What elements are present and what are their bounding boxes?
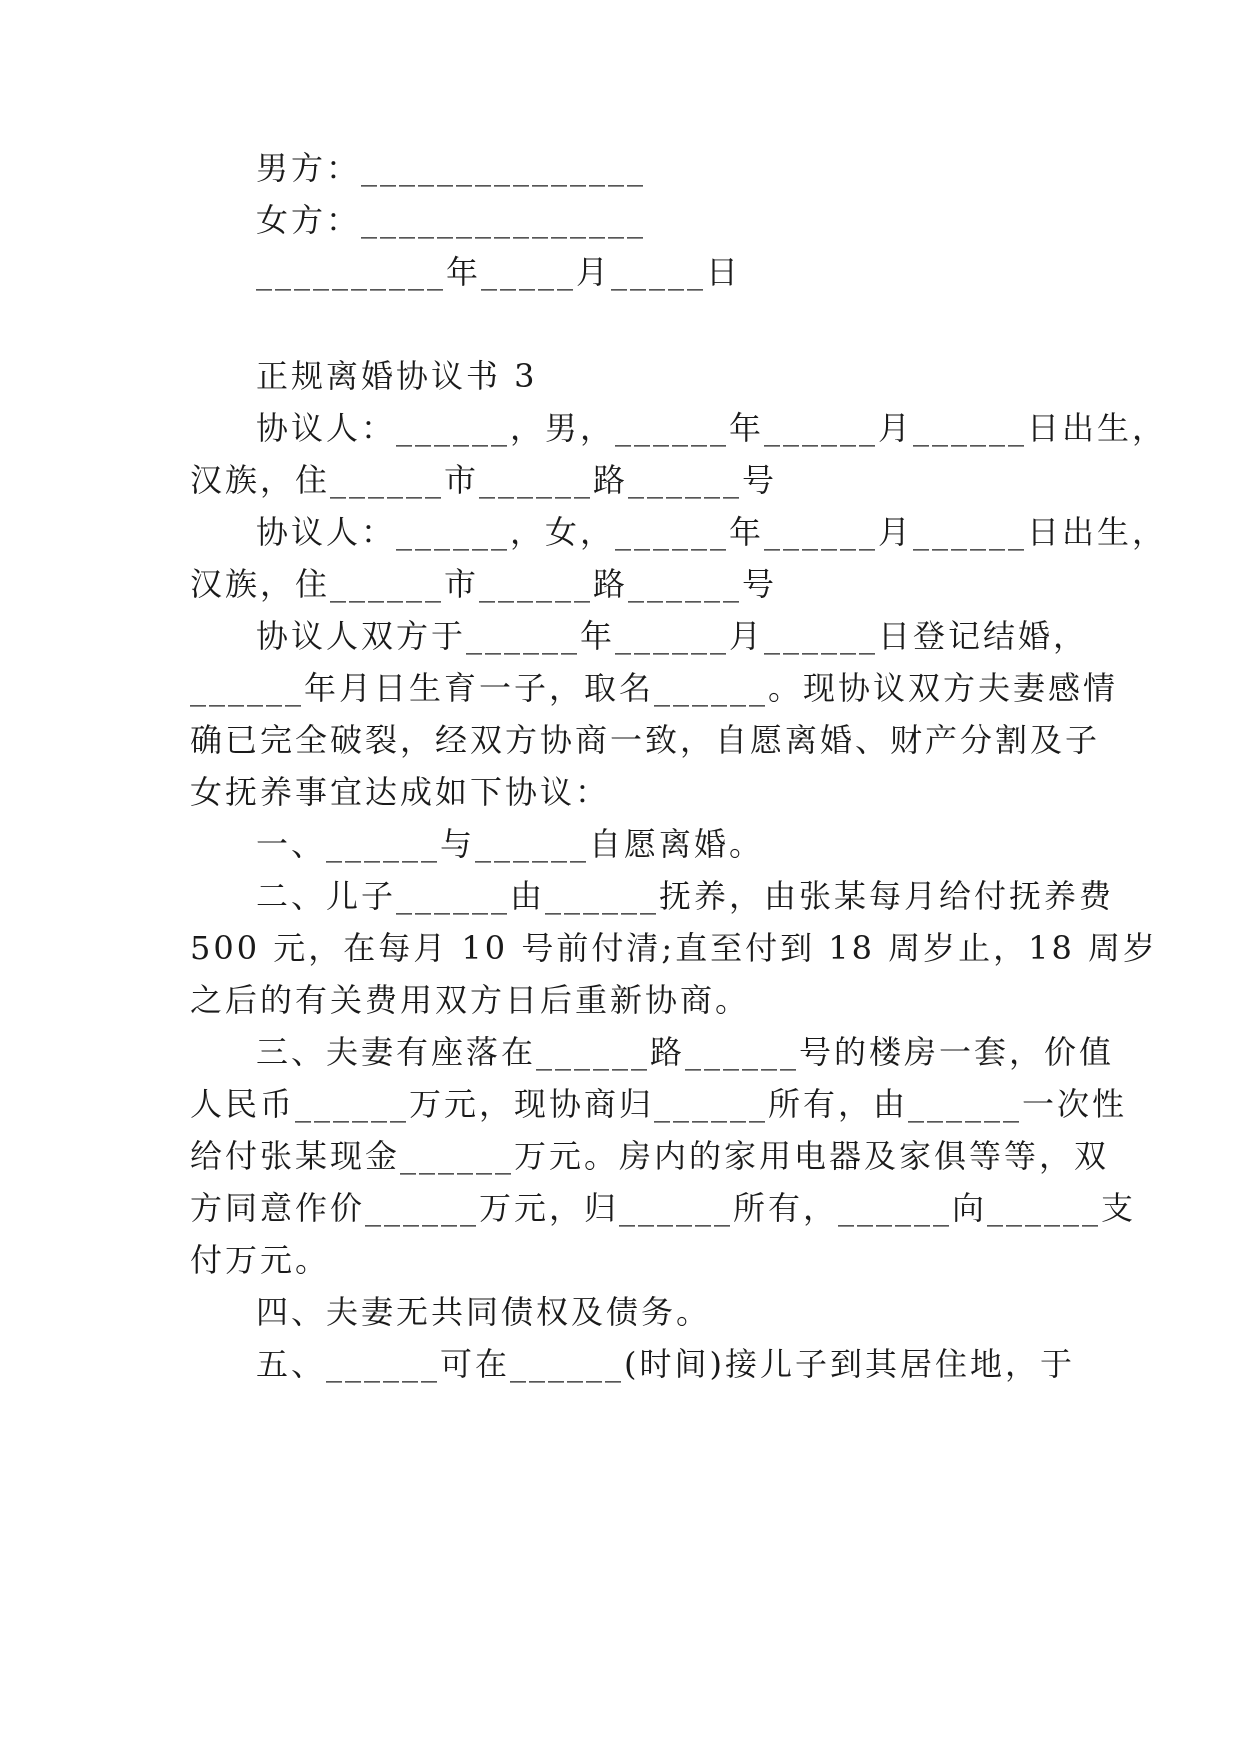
clause-5-line-1: 五、______可在______(时间)接儿子到其居住地，于 [256,1345,1075,1383]
clause-2-line-1: 二、儿子______由______抚养，由张某每月给付抚养费 [256,877,1115,915]
party-a-info-line-1: 协议人：______，男，______年______月______日出生， [256,409,1168,447]
clause-4: 四、夫妻无共同债权及债务。 [256,1293,712,1331]
clause-2-line-2: 500 元，在每月 10 号前付清;直至付到 18 周岁止，18 周岁 [190,929,1159,967]
party-a-info-line-2: 汉族，住______市______路______号 [190,461,778,499]
intro-paragraph-line-2: ______年月日生育一子，取名______。现协议双方夫妻感情 [190,669,1119,707]
intro-paragraph-line-1: 协议人双方于______年______月______日登记结婚， [256,617,1089,655]
clause-3-line-5: 付万元。 [190,1241,331,1279]
female-party-signature-line: 女方：_______________ [256,201,647,239]
clause-3-line-2: 人民币______万元，现协商归______所有，由______一次性 [190,1085,1128,1123]
intro-paragraph-line-3: 确已完全破裂，经双方协商一致，自愿离婚、财产分割及子 [190,721,1101,759]
clause-2-line-3: 之后的有关费用双方日后重新协商。 [190,981,751,1019]
clause-3-line-3: 给付张某现金______万元。房内的家用电器及家俱等等，双 [190,1137,1110,1175]
clause-3-line-1: 三、夫妻有座落在______路______号的楼房一套，价值 [256,1033,1115,1071]
clause-1: 一、______与______自愿离婚。 [256,825,765,863]
party-b-info-line-1: 协议人：______，女，______年______月______日出生， [256,513,1168,551]
clause-3-line-4: 方同意作价______万元，归______所有，______向______支 [190,1189,1137,1227]
party-b-info-line-2: 汉族，住______市______路______号 [190,565,778,603]
signature-date-line: __________年_____月_____日 [256,253,742,291]
document-title: 正规离婚协议书 3 [256,357,538,395]
intro-paragraph-line-4: 女抚养事宜达成如下协议： [190,773,611,811]
male-party-signature-line: 男方：_______________ [256,149,647,187]
